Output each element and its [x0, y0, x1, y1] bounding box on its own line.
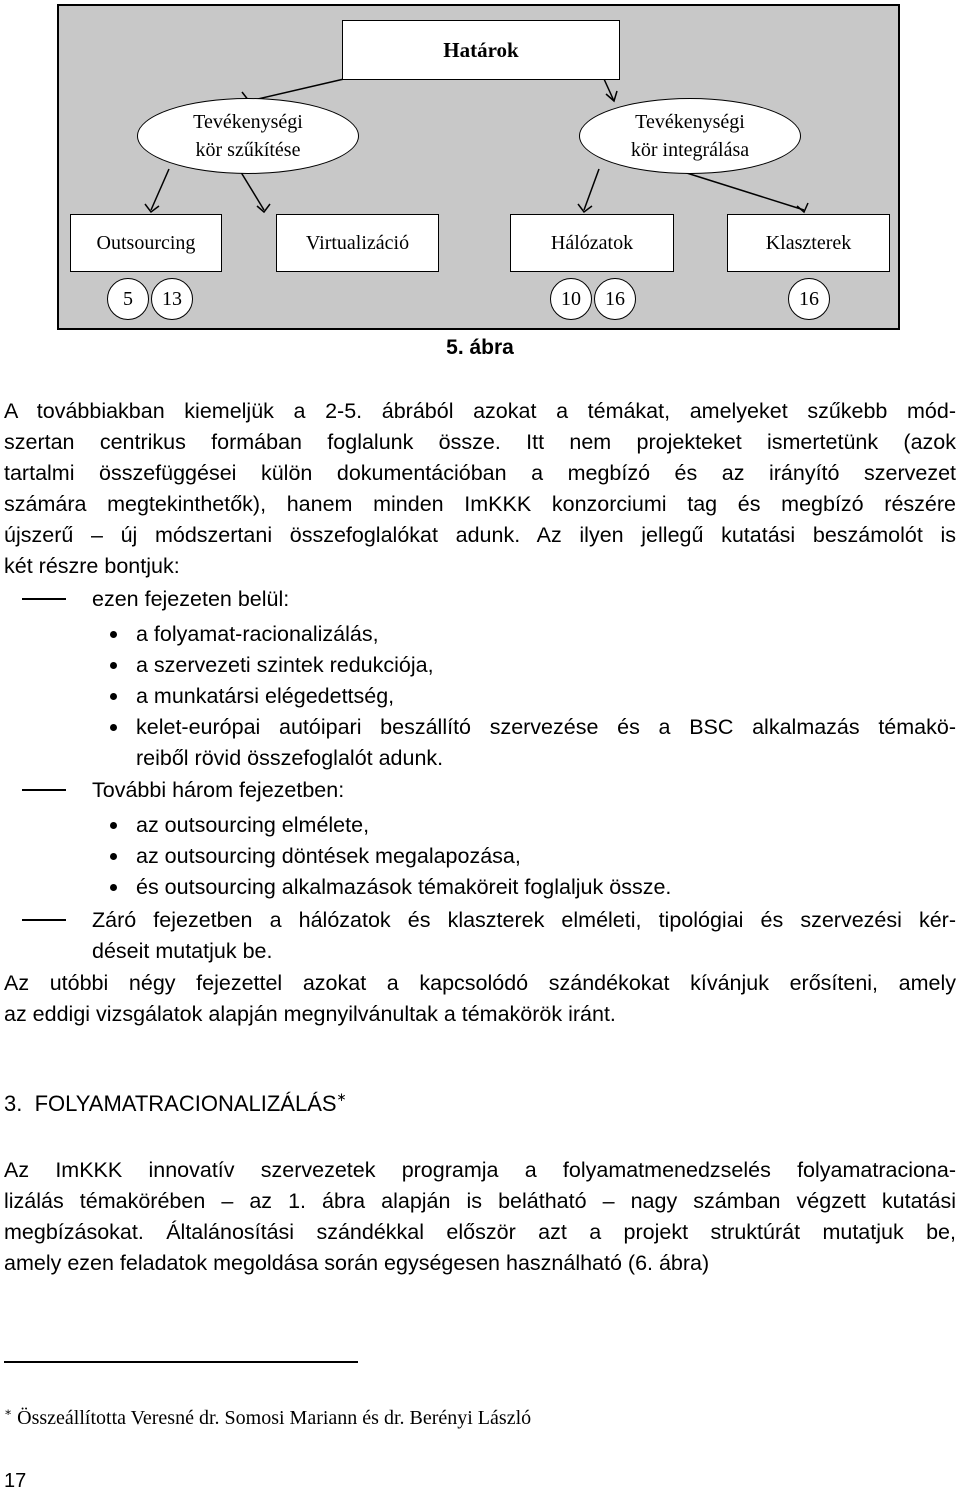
footnote-separator: [4, 1361, 358, 1363]
oval-integration-line1: Tevékenységi: [635, 111, 745, 133]
box-virtualizacio: [276, 214, 439, 272]
paragraph-line: szertan centrikus formában foglalunk össze. Itt nem projekteket ismertetünk (azok: [4, 430, 956, 454]
paragraph-line: Az utóbbi négy fejezettel azokat a kapcsolódó szándékokat kívánjuk erősíteni, amely: [4, 971, 956, 995]
figure-caption: 5. ábra: [446, 336, 514, 359]
section-number: 3.: [4, 1091, 23, 1116]
ref-circle: [151, 278, 193, 320]
ref-circle: [788, 278, 830, 320]
list-item-continuation: déseit mutatjuk be.: [92, 939, 273, 963]
list-item: az outsourcing döntések megalapozása,: [136, 844, 521, 868]
dash-marker: [22, 919, 66, 921]
paragraph-line: A továbbiakban kiemeljük a 2-5. ábrából azokat a témákat, amelyeket szűkebb mód-: [4, 399, 956, 423]
footnote: [4, 1405, 531, 1430]
footnote-text: Összeállította Veresné dr. Somosi Mariann és dr. Berényi László: [17, 1407, 532, 1429]
bullet-marker: [110, 853, 117, 860]
box-halozatok-label: Hálózatok: [550, 231, 634, 254]
figure-5: [57, 4, 900, 330]
ref-number: 16: [605, 287, 625, 310]
ref-number: 5: [123, 287, 133, 310]
paragraph-line: megbízásokat. Általánosítási szándékkal először azt a projekt struktúrát mutatjuk be,: [4, 1220, 956, 1244]
paragraph-line: számára megtekinthetők), hanem minden ImKKK konzorciumi tag és megbízó részére: [4, 492, 956, 516]
box-klaszterek: [727, 214, 890, 272]
paragraph-line: tartalmi összefüggései külön dokumentációban a megbízó és az irányító szervezet: [4, 461, 956, 485]
oval-narrowing-line2: kör szűkítése: [195, 139, 301, 161]
list-item: ezen fejezeten belül:: [92, 587, 290, 611]
bullet-marker: [110, 662, 117, 669]
box-virtualizacio-label: Virtualizáció: [305, 231, 410, 254]
paragraph-line: az eddigi vizsgálatok alapján megnyilvánultak a témakörök iránt.: [4, 1002, 616, 1026]
paragraph-line: amely ezen feladatok megoldása során egységesen használható (6. ábra): [4, 1251, 710, 1275]
ref-number: 13: [162, 287, 182, 310]
list-item: a munkatársi elégedettség,: [136, 684, 395, 708]
oval-integration: [579, 98, 801, 174]
bullet-marker: [110, 693, 117, 700]
footnote-mark: ∗: [4, 1405, 13, 1419]
list-item: és outsourcing alkalmazások témaköreit foglaljuk össze.: [136, 875, 672, 899]
page-number: 17: [4, 1470, 27, 1492]
paragraph-line: újszerű – új módszertani összefoglalókat adunk. Az ilyen jellegű kutatási beszámolót is: [4, 523, 956, 547]
ref-circle: [550, 278, 592, 320]
oval-narrowing: [137, 98, 359, 174]
bullet-marker: [110, 631, 117, 638]
list-item: az outsourcing elmélete,: [136, 813, 370, 837]
oval-integration-line2: kör integrálása: [630, 139, 750, 161]
ref-number: 16: [799, 287, 819, 310]
dash-marker: [22, 598, 66, 600]
box-klaszterek-label: Klaszterek: [765, 231, 852, 254]
box-outsourcing-label: Outsourcing: [96, 231, 196, 254]
paragraph-line: két részre bontjuk:: [4, 554, 180, 578]
list-item: a szervezeti szintek redukciója,: [136, 653, 434, 677]
paragraph-line: lizálás témakörében – az 1. ábra alapján is belátható – nagy számban végzett kutatási: [4, 1189, 956, 1213]
dash-marker: [22, 789, 66, 791]
section-title: FOLYAMATRACIONALIZÁLÁS: [34, 1091, 337, 1116]
oval-narrowing-line1: Tevékenységi: [193, 111, 303, 133]
box-outsourcing: [70, 214, 222, 272]
list-item: a folyamat-racionalizálás,: [136, 622, 379, 646]
list-item: Záró fejezetben a hálózatok és klaszterek elméleti, tipológiai és szervezési kér-: [92, 908, 956, 932]
bullet-marker: [110, 724, 117, 731]
section-heading: [4, 1090, 347, 1117]
paragraph-line: Az ImKKK innovatív szervezetek programja a folyamatmenedzselés folyamatraciona-: [4, 1158, 956, 1182]
figure-title-box: [342, 20, 620, 80]
bullet-marker: [110, 822, 117, 829]
list-item-continuation: reiből rövid összefoglalót adunk.: [136, 746, 444, 770]
ref-circle: [107, 278, 149, 320]
list-item: További három fejezetben:: [92, 778, 345, 802]
list-item: kelet-európai autóipari beszállító szervezése és a BSC alkalmazás témakö-: [136, 715, 956, 739]
ref-circle: [594, 278, 636, 320]
footnote-marker: ∗: [336, 1090, 347, 1104]
figure-title: Határok: [443, 37, 519, 62]
bullet-marker: [110, 884, 117, 891]
ref-number: 10: [561, 287, 581, 310]
box-halozatok: [510, 214, 674, 272]
